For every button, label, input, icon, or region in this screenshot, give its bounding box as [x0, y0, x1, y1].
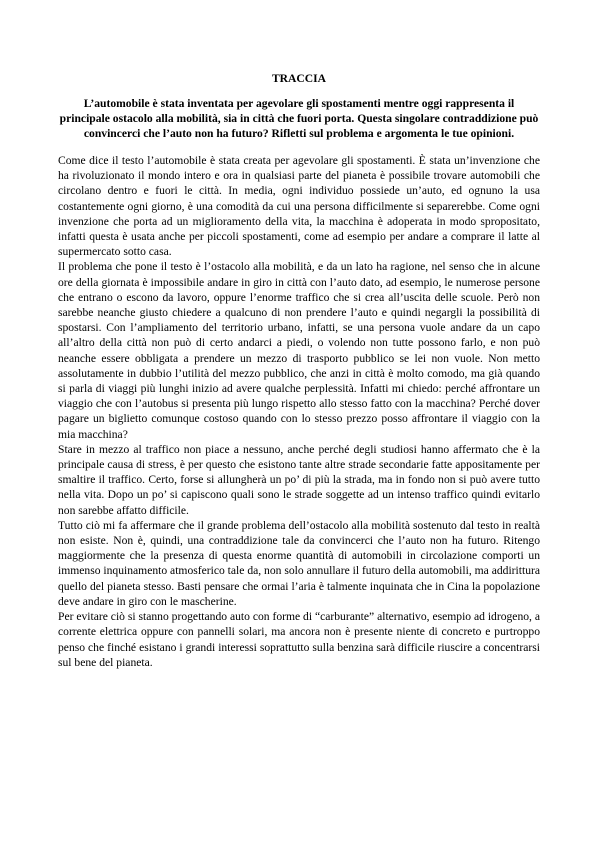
essay-paragraph-5: Per evitare ciò si stanno progettando auto con forme di “carburante” alternativo, esempio ad idrogeno, a corrente elettrica oppure con pannelli solari, ma ancora non è presente niente di concreto e purtroppo penso che finché esistano i grandi interessi soprattutto sulla benzina sarà difficile riuscire a concentrarsi sul bene del pianeta. — [58, 610, 540, 669]
essay-body — [58, 153, 540, 670]
essay-paragraph-2: Il problema che pone il testo è l’ostacolo alla mobilità, e da un lato ha ragione, nel senso che in alcune ore della giornata è impossibile andare in giro in città con l’auto dato, ad esempio, le numerose persone che entrano o escono da lavoro, oppure l’enorme traffico che si crea all’uscita delle scuole. Però non sarebbe neanche giusto chiedere a qualcuno di non prendere l’auto e quindi negargli la possibilità di spostarsi. Con l’ampliamento del territorio urbano, infatti, se una persona vuole andare da un capo all’altro della città non può di certo andarci a piedi, o volendo non tutte possono farlo, e non può neanche essere obbligata a prendere un mezzo di trasporto pubblico se lei non vuole. Non metto assolutamente in dubbio l’utilità del mezzo pubblico, che anzi in città è molto comodo, ma già quando si parla di viaggi più lunghi inizio ad avere qualche perplessità. Infatti mi chiedo: perché affrontare un viaggio che con l’autobus si presenta più lungo rispetto allo stesso fatto con la macchina? Perché dover pagare un biglietto comunque costoso quando con lo stesso prezzo posso affrontare il viaggio con la mia macchina? — [58, 260, 540, 441]
essay-paragraph-1: Come dice il testo l’automobile è stata creata per agevolare gli spostamenti. È stata un’invenzione che ha rivoluzionato il mondo intero e ora in qualsiasi parte del pianeta è possibile trovare automobili che circolano dentro e fuori le città. In media, ogni individuo possiede un’auto, ed ognuno la usa costantemente ogni giorno, è una comodità da cui una persona difficilmente si separerebbe. Come ogni invenzione che porta ad un miglioramento della vita, la macchina è adoperata in modo spropositato, infatti questa è usata anche per piccoli spostamenti, come ad esempio per andare a comprare il latte al supermercato sotto casa. — [58, 154, 540, 259]
essay-paragraph-3: Stare in mezzo al traffico non piace a nessuno, anche perché degli studiosi hanno affermato che è la principale causa di stress, è per questo che esistono tante altre strade secondarie fatte appositamente per smaltire il traffico. Certo, forse si allungherà un po’ di più la strada, ma in fondo non si può avere tutto nella vita. Dopo un po’ si capiscono quali sono le strade soggette ad un intenso traffico quindi evitarlo non sarebbe affatto difficile. — [58, 442, 540, 517]
essay-prompt: L’automobile è stata inventata per agevolare gli spostamenti mentre oggi rappresenta il principale ostacolo alla mobilità, sia in città che fuori porta. Questa singolare contraddizione può convincerci che l’auto non ha futuro? Rifletti sul problema e argomenta le tue opinioni. — [59, 97, 539, 141]
essay-paragraph-4: Tutto ciò mi fa affermare che il grande problema dell’ostacolo alla mobilità sostenuto dal testo in realtà non esiste. Non è, quindi, una contraddizione tale da convincerci che l’auto non ha futuro. Ritengo maggiormente che la presenza di questa enorme quantità di automobili in circolazione comporti un immenso inquinamento atmosferico tale da, non solo annullare il futuro della automobili, ma addirittura quello del pianeta stesso. Basti pensare che ormai l’aria è talmente inquinata che in Cina la popolazione deve andare in giro con le mascherine. — [58, 518, 540, 608]
document-title: TRACCIA — [271, 72, 327, 85]
